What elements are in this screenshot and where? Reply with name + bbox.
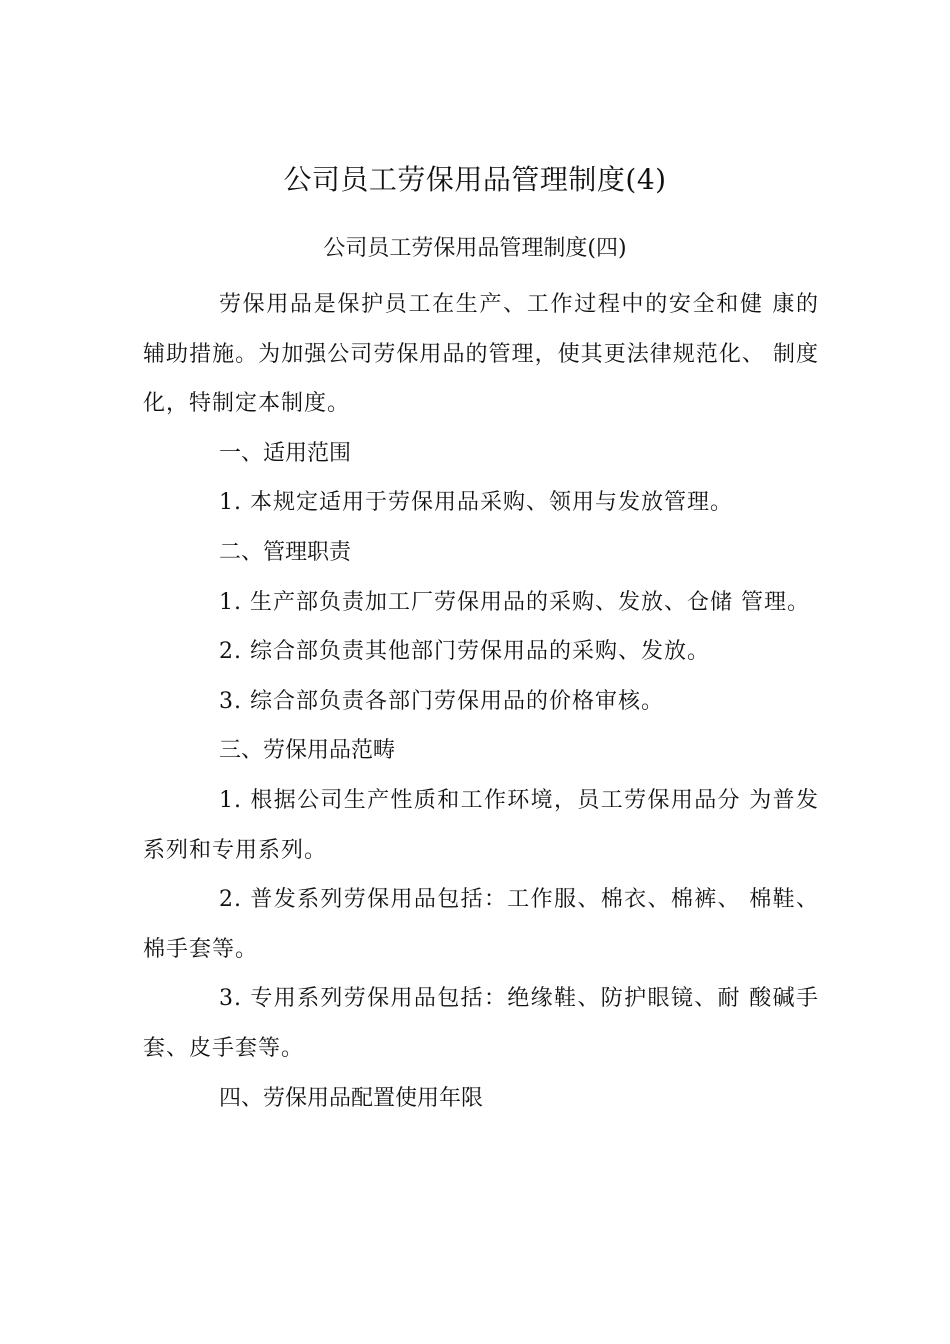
section-heading-scope: 一、适用范围 [219,440,352,466]
responsibility-item-3: 3. 综合部负责各部门劳保用品的价格审核。 [219,688,664,714]
document-body [143,280,819,1123]
responsibility-item-1: 1. 生产部负责加工厂劳保用品的采购、发放、仓储 管理。 [219,589,810,615]
section-heading-service-life: 四、劳保用品配置使用年限 [219,1085,484,1111]
section-heading-responsibilities: 二、管理职责 [219,539,352,565]
document-title: 公司员工劳保用品管理制度(4) [283,163,667,196]
responsibility-item-2: 2. 综合部负责其他部门劳保用品的采购、发放。 [219,639,710,665]
document-subtitle: 公司员工劳保用品管理制度(四) [323,236,627,261]
intro-paragraph: 劳保用品是保护员工在生产、工作过程中的安全和健 康的辅助措施。为加强公司劳保用品的管理，使其更法律规范化、 制度化，特制定本制度。 [143,292,819,417]
category-item-1: 1. 根据公司生产性质和工作环境，员工劳保用品分 为普发系列和专用系列。 [143,787,819,863]
category-item-3: 3. 专用系列劳保用品包括：绝缘鞋、防护眼镜、耐 酸碱手套、皮手套等。 [143,986,819,1061]
scope-item-1: 1. 本规定适用于劳保用品采购、领用与发放管理。 [219,490,733,516]
section-heading-categories: 三、劳保用品范畴 [219,738,396,764]
category-item-2: 2. 普发系列劳保用品包括：工作服、棉衣、棉裤、 棉鞋、棉手套等。 [143,887,819,962]
